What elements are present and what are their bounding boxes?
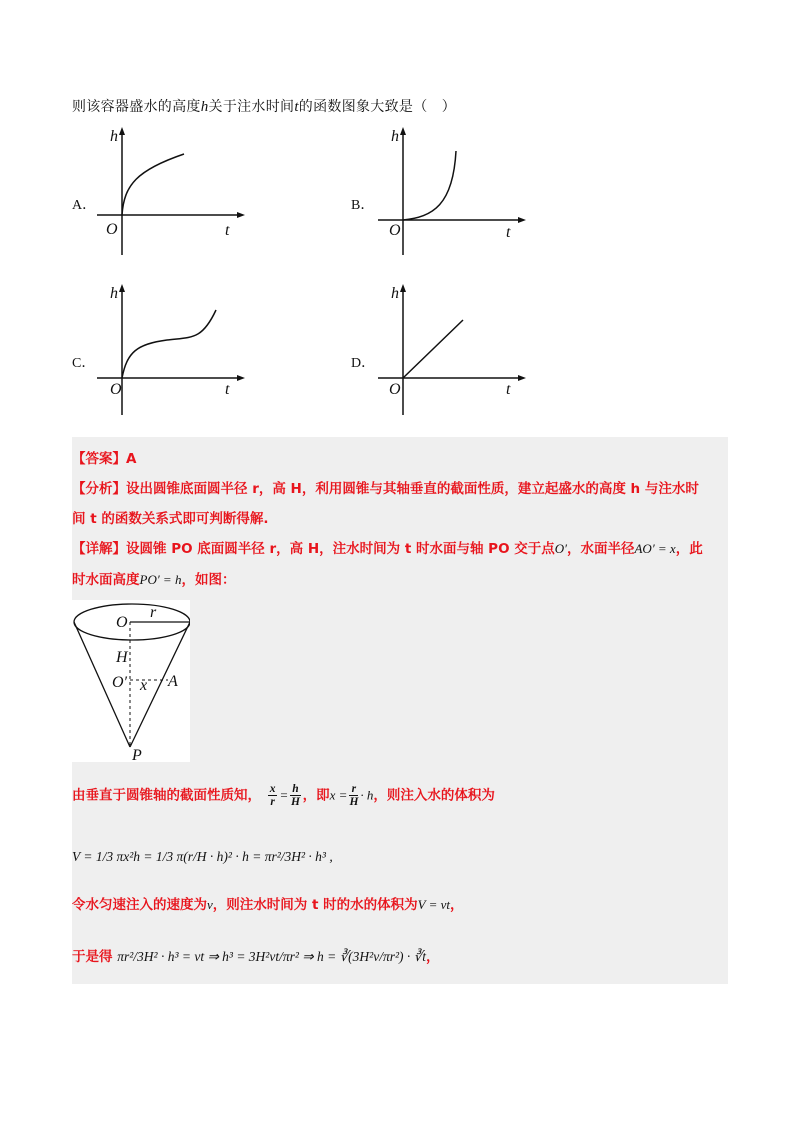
cone-label-a: A xyxy=(168,673,178,690)
option-d-graph xyxy=(373,282,533,417)
volume-formula: V = 1/3 πx²h = 1/3 π(r/H · h)² · h = πr²/3H² · h³ , xyxy=(72,849,333,864)
option-d-h: h xyxy=(391,285,399,302)
result-line: 于是得 πr²/3H² · h³ = vt ⇒ h³ = 3H²vt/πr² ⇒ h = ∛(3H²v/πr²) · ∛t， xyxy=(72,949,440,965)
option-b-t: t xyxy=(506,224,511,241)
detail-line-1: 【详解】设圆锥 PO 底面圆半径 r，高 H，注水时间为 t 时水面与轴 PO 交于点O′，水面半径AO′ = x，此 xyxy=(72,541,703,557)
cone-label-p: P xyxy=(132,747,142,762)
solution-panel xyxy=(72,437,728,984)
option-c-graph xyxy=(92,282,252,417)
option-a-h: h xyxy=(110,128,118,145)
option-b-h: h xyxy=(391,128,399,145)
rate-line: 令水匀速注入的速度为v，则注水时间为 t 时的水的体积为V = vt， xyxy=(72,897,464,913)
option-a-graph xyxy=(92,125,252,260)
option-d-label: D． xyxy=(351,356,376,371)
cone-label-o2: O′ xyxy=(112,674,128,691)
option-a-t: t xyxy=(225,222,230,239)
cone-label-r: r xyxy=(150,604,157,621)
option-b-origin: O xyxy=(389,222,401,239)
option-a-origin: O xyxy=(106,221,118,238)
cone-figure xyxy=(72,600,190,762)
analysis-line-2: 间 t 的函数关系式即可判断得解. xyxy=(72,511,269,527)
detail-line-2: 时水面高度PO′ = h，如图： xyxy=(72,572,236,588)
cone-label-h: H xyxy=(116,649,128,666)
option-c-origin: O xyxy=(110,381,122,398)
option-b-graph xyxy=(373,125,533,260)
option-c-h: h xyxy=(110,285,118,302)
question-text: 则该容器盛水的高度h关于注水时间t的函数图象大致是（ ） xyxy=(72,99,457,115)
option-c-label: C． xyxy=(72,356,96,371)
answer-line: 【答案】A xyxy=(72,451,137,467)
cone-label-x: x xyxy=(140,677,148,694)
option-a-curve xyxy=(122,154,184,215)
option-d-t: t xyxy=(506,381,511,398)
option-b-label: B． xyxy=(351,198,375,213)
option-b-curve xyxy=(403,151,456,220)
option-d-origin: O xyxy=(389,381,401,398)
cone-label-o: O xyxy=(116,614,128,631)
section-property-line: 由垂直于圆锥轴的截面性质知， $\frac{x}{r}$ = $\frac{h}{H}$ ，即x = $\frac{r}{H}$ · h，则注入水的体积为 xyxy=(72,783,495,808)
analysis-line-1: 【分析】设出圆锥底面圆半径 r，高 H，利用圆锥与其轴垂直的截面性质，建立起盛水的高度 h 与注水时 xyxy=(72,481,699,497)
option-c-curve xyxy=(122,310,216,378)
option-a-label: A． xyxy=(72,198,97,213)
option-d-curve xyxy=(403,320,463,378)
option-c-t: t xyxy=(225,381,230,398)
